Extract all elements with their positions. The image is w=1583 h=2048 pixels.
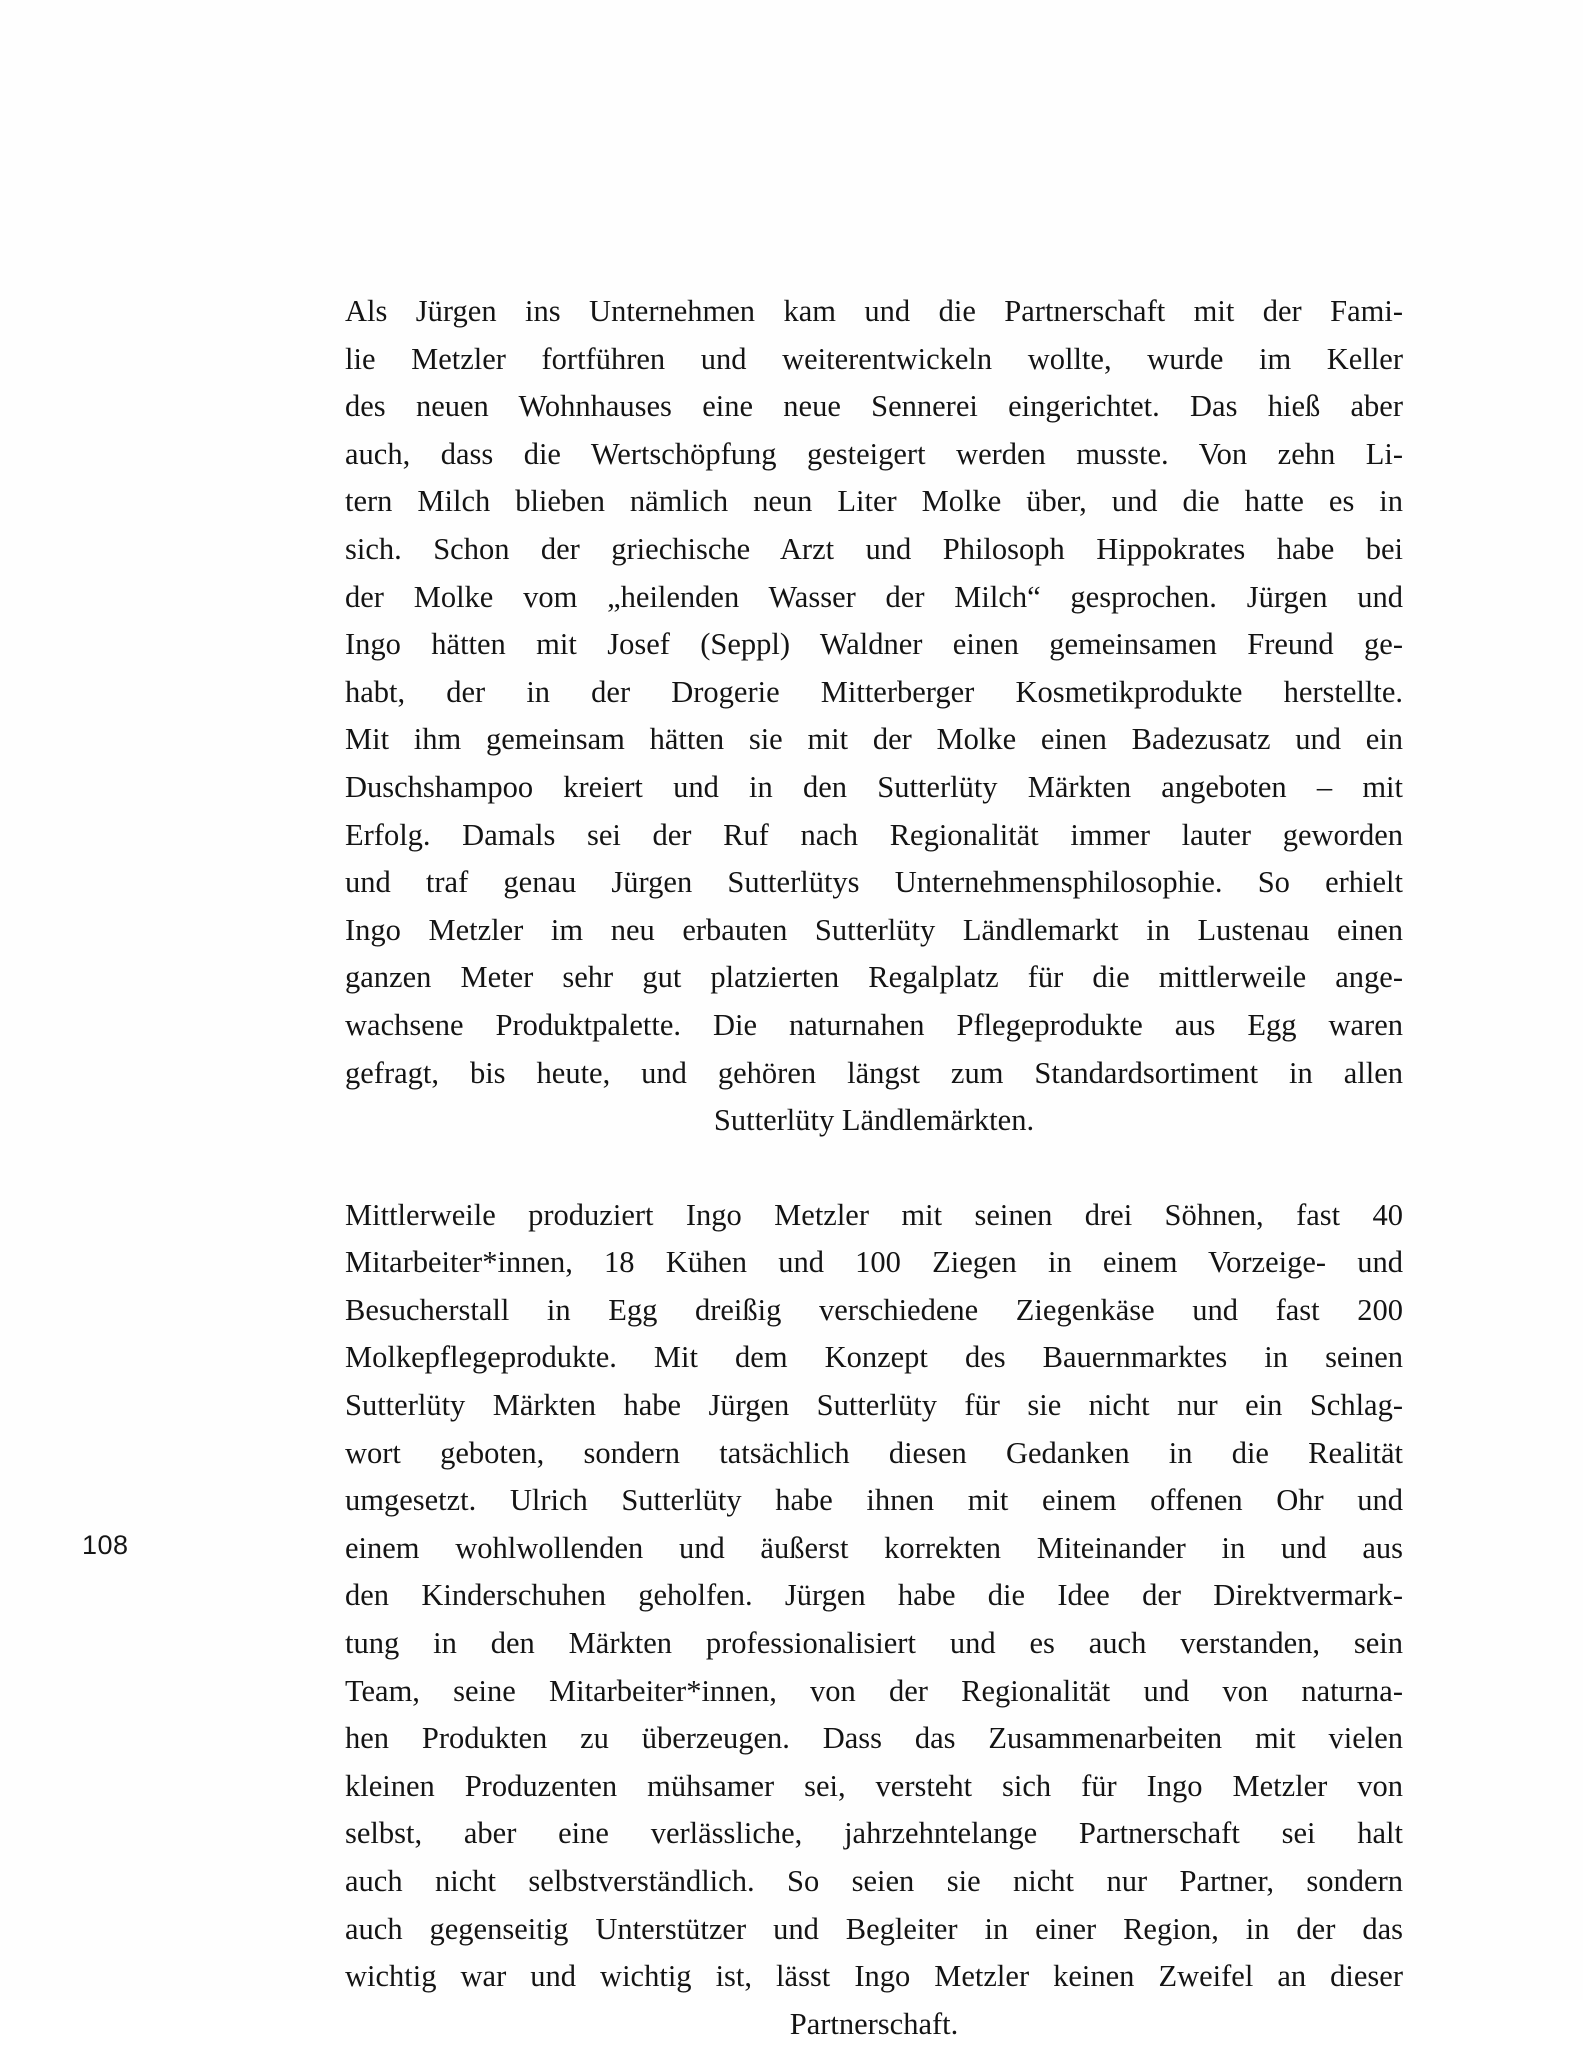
text-line: wichtig war und wichtig ist, lässt Ingo Metzler keinen Zweifel an dieser: [345, 1959, 1403, 1994]
paragraph-2: [345, 1192, 1403, 2048]
text-line: selbst, aber eine verlässliche, jahrzehntelange Partnerschaft sei halt: [345, 1816, 1403, 1851]
text-line: Erfolg. Damals sei der Ruf nach Regionalität immer lauter geworden: [345, 817, 1403, 852]
text-line: Sutterlüty Märkten habe Jürgen Sutterlüty für sie nicht nur ein Schlag-: [345, 1388, 1403, 1423]
text-line: umgesetzt. Ulrich Sutterlüty habe ihnen mit einem offenen Ohr und: [345, 1483, 1403, 1518]
paragraph-1: [345, 288, 1403, 1145]
text-line: Mittlerweile produziert Ingo Metzler mit seinen drei Söhnen, fast 40: [345, 1197, 1403, 1232]
text-line: Ingo hätten mit Josef (Seppl) Waldner einen gemeinsamen Freund ge-: [345, 627, 1403, 662]
text-line: kleinen Produzenten mühsamer sei, versteht sich für Ingo Metzler von: [345, 1768, 1403, 1803]
text-line: Besucherstall in Egg dreißig verschiedene Ziegenkäse und fast 200: [345, 1292, 1403, 1327]
text-line: Molkepflegeprodukte. Mit dem Konzept des Bauernmarktes in seinen: [345, 1340, 1403, 1375]
text-line: hen Produkten zu überzeugen. Dass das Zusammenarbeiten mit vielen: [345, 1721, 1403, 1756]
text-line: tung in den Märkten professionalisiert und es auch verstanden, sein: [345, 1626, 1403, 1661]
text-line: der Molke vom „heilenden Wasser der Milch“ gesprochen. Jürgen und: [345, 579, 1403, 614]
text-line: auch nicht selbstverständlich. So seien sie nicht nur Partner, sondern: [345, 1864, 1403, 1898]
text-line: auch, dass die Wertschöpfung gesteigert werden musste. Von zehn Li-: [345, 436, 1403, 471]
text-line: und traf genau Jürgen Sutterlütys Unternehmensphilosophie. So erhielt: [345, 865, 1403, 900]
text-line: Partnerschaft.: [789, 2006, 959, 2041]
text-line: des neuen Wohnhauses eine neue Sennerei eingerichtet. Das hieß aber: [345, 389, 1403, 424]
text-line: ganzen Meter sehr gut platzierten Regalplatz für die mittlerweile ange-: [345, 960, 1403, 995]
text-line: sich. Schon der griechische Arzt und Philosoph Hippokrates habe bei: [345, 531, 1403, 566]
page-number: 108: [82, 1530, 129, 1560]
text-line: Mitarbeiter*innen, 18 Kühen und 100 Ziegen in einem Vorzeige- und: [345, 1245, 1403, 1280]
text-line: Mit ihm gemeinsam hätten sie mit der Molke einen Badezusatz und ein: [345, 722, 1403, 757]
text-line: wachsene Produktpalette. Die naturnahen Pflegeprodukte aus Egg waren: [345, 1007, 1403, 1042]
body-text-block: [345, 288, 1403, 2048]
text-line: den Kinderschuhen geholfen. Jürgen habe die Idee der Direktvermark-: [345, 1578, 1403, 1613]
text-line: einem wohlwollenden und äußerst korrekten Miteinander in und aus: [345, 1530, 1403, 1565]
text-line: gefragt, bis heute, und gehören längst zum Standardsortiment in allen: [345, 1055, 1403, 1090]
text-line: habt, der in der Drogerie Mitterberger Kosmetikprodukte herstellte.: [345, 674, 1403, 709]
text-line: auch gegenseitig Unterstützer und Begleiter in einer Region, in der das: [345, 1911, 1403, 1946]
text-line: Sutterlüty Ländlemärkten.: [713, 1103, 1035, 1138]
text-line: Ingo Metzler im neu erbauten Sutterlüty Ländlemarkt in Lustenau einen: [345, 912, 1403, 947]
text-line: Duschshampoo kreiert und in den Sutterlüty Märkten angeboten – mit: [345, 769, 1403, 804]
text-line: Als Jürgen ins Unternehmen kam und die Partnerschaft mit der Fami-: [345, 294, 1403, 328]
text-line: lie Metzler fortführen und weiterentwickeln wollte, wurde im Keller: [345, 341, 1403, 376]
text-line: Team, seine Mitarbeiter*innen, von der Regionalität und von naturna-: [345, 1673, 1403, 1708]
text-line: wort geboten, sondern tatsächlich diesen Gedanken in die Realität: [345, 1435, 1403, 1470]
text-line: tern Milch blieben nämlich neun Liter Molke über, und die hatte es in: [345, 484, 1403, 519]
